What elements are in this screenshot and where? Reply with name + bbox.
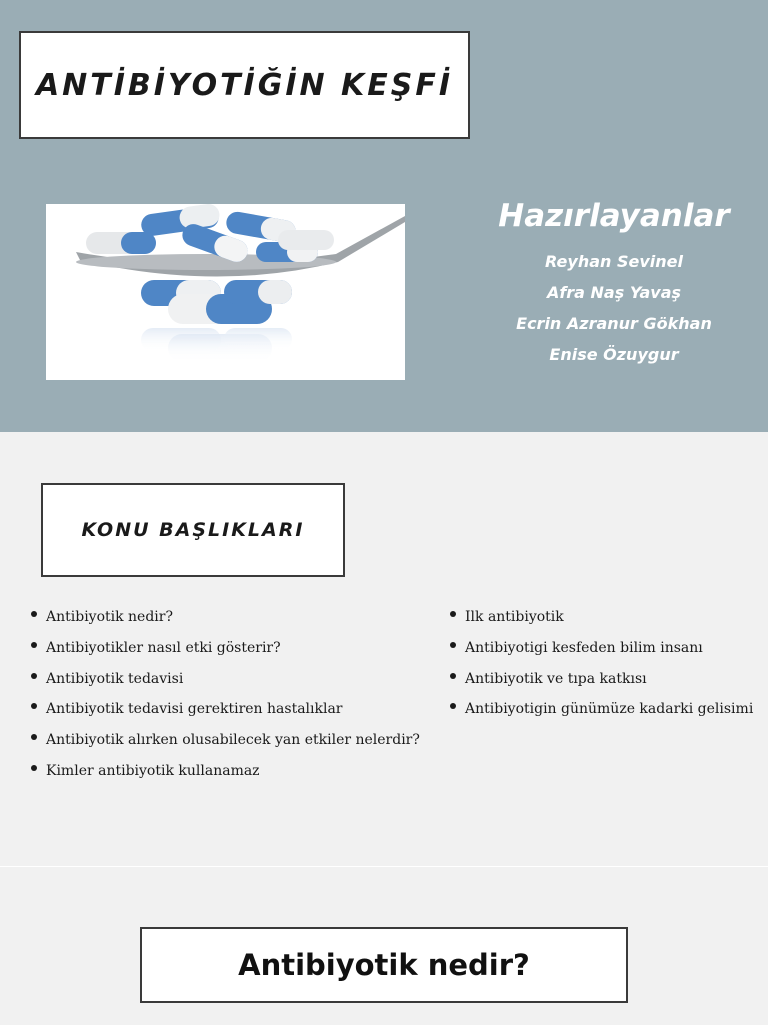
question-heading-box bbox=[140, 927, 628, 1003]
pills-on-spoon-image bbox=[46, 204, 405, 380]
presentation-title: ANTİBİYOTİĞİN KEŞFİ bbox=[35, 67, 454, 103]
list-item: Antibiyotik tedavisi gerektiren hastalıklar bbox=[29, 694, 420, 725]
list-item: Antibiyotik alırken olusabilecek yan etkiler nelerdir? bbox=[29, 725, 420, 756]
list-item: Antibiyotigin günümüze kadarki gelisimi bbox=[448, 694, 753, 725]
author-name: Ecrin Azranur Gökhan bbox=[516, 314, 712, 333]
author-name: Reyhan Sevinel bbox=[545, 252, 683, 271]
title-box bbox=[19, 31, 470, 139]
definition-slide bbox=[0, 866, 768, 1025]
topics-heading-box bbox=[41, 483, 345, 577]
list-item: Kimler antibiyotik kullanamaz bbox=[29, 756, 420, 787]
question-heading: Antibiyotik nedir? bbox=[238, 948, 530, 982]
authors-block bbox=[480, 198, 748, 370]
author-name: Afra Naş Yavaş bbox=[546, 283, 682, 302]
list-item: Antibiyotik ve tıpa katkısı bbox=[448, 664, 753, 695]
topics-list-left bbox=[29, 602, 420, 787]
pills-illustration bbox=[46, 204, 405, 380]
list-item: Antibiyotikler nasıl etki gösterir? bbox=[29, 633, 420, 664]
list-item: Ilk antibiyotik bbox=[448, 602, 753, 633]
list-item: Antibiyotik nedir? bbox=[29, 602, 420, 633]
topics-slide bbox=[0, 432, 768, 864]
author-name: Enise Özuygur bbox=[549, 345, 679, 364]
prepared-by-heading: Hazırlayanlar bbox=[498, 198, 730, 234]
title-slide bbox=[0, 0, 768, 432]
topics-list-right bbox=[448, 602, 753, 725]
list-item: Antibiyotigi kesfeden bilim insanı bbox=[448, 633, 753, 664]
list-item: Antibiyotik tedavisi bbox=[29, 664, 420, 695]
topics-heading: KONU BAŞLIKLARI bbox=[81, 519, 305, 541]
